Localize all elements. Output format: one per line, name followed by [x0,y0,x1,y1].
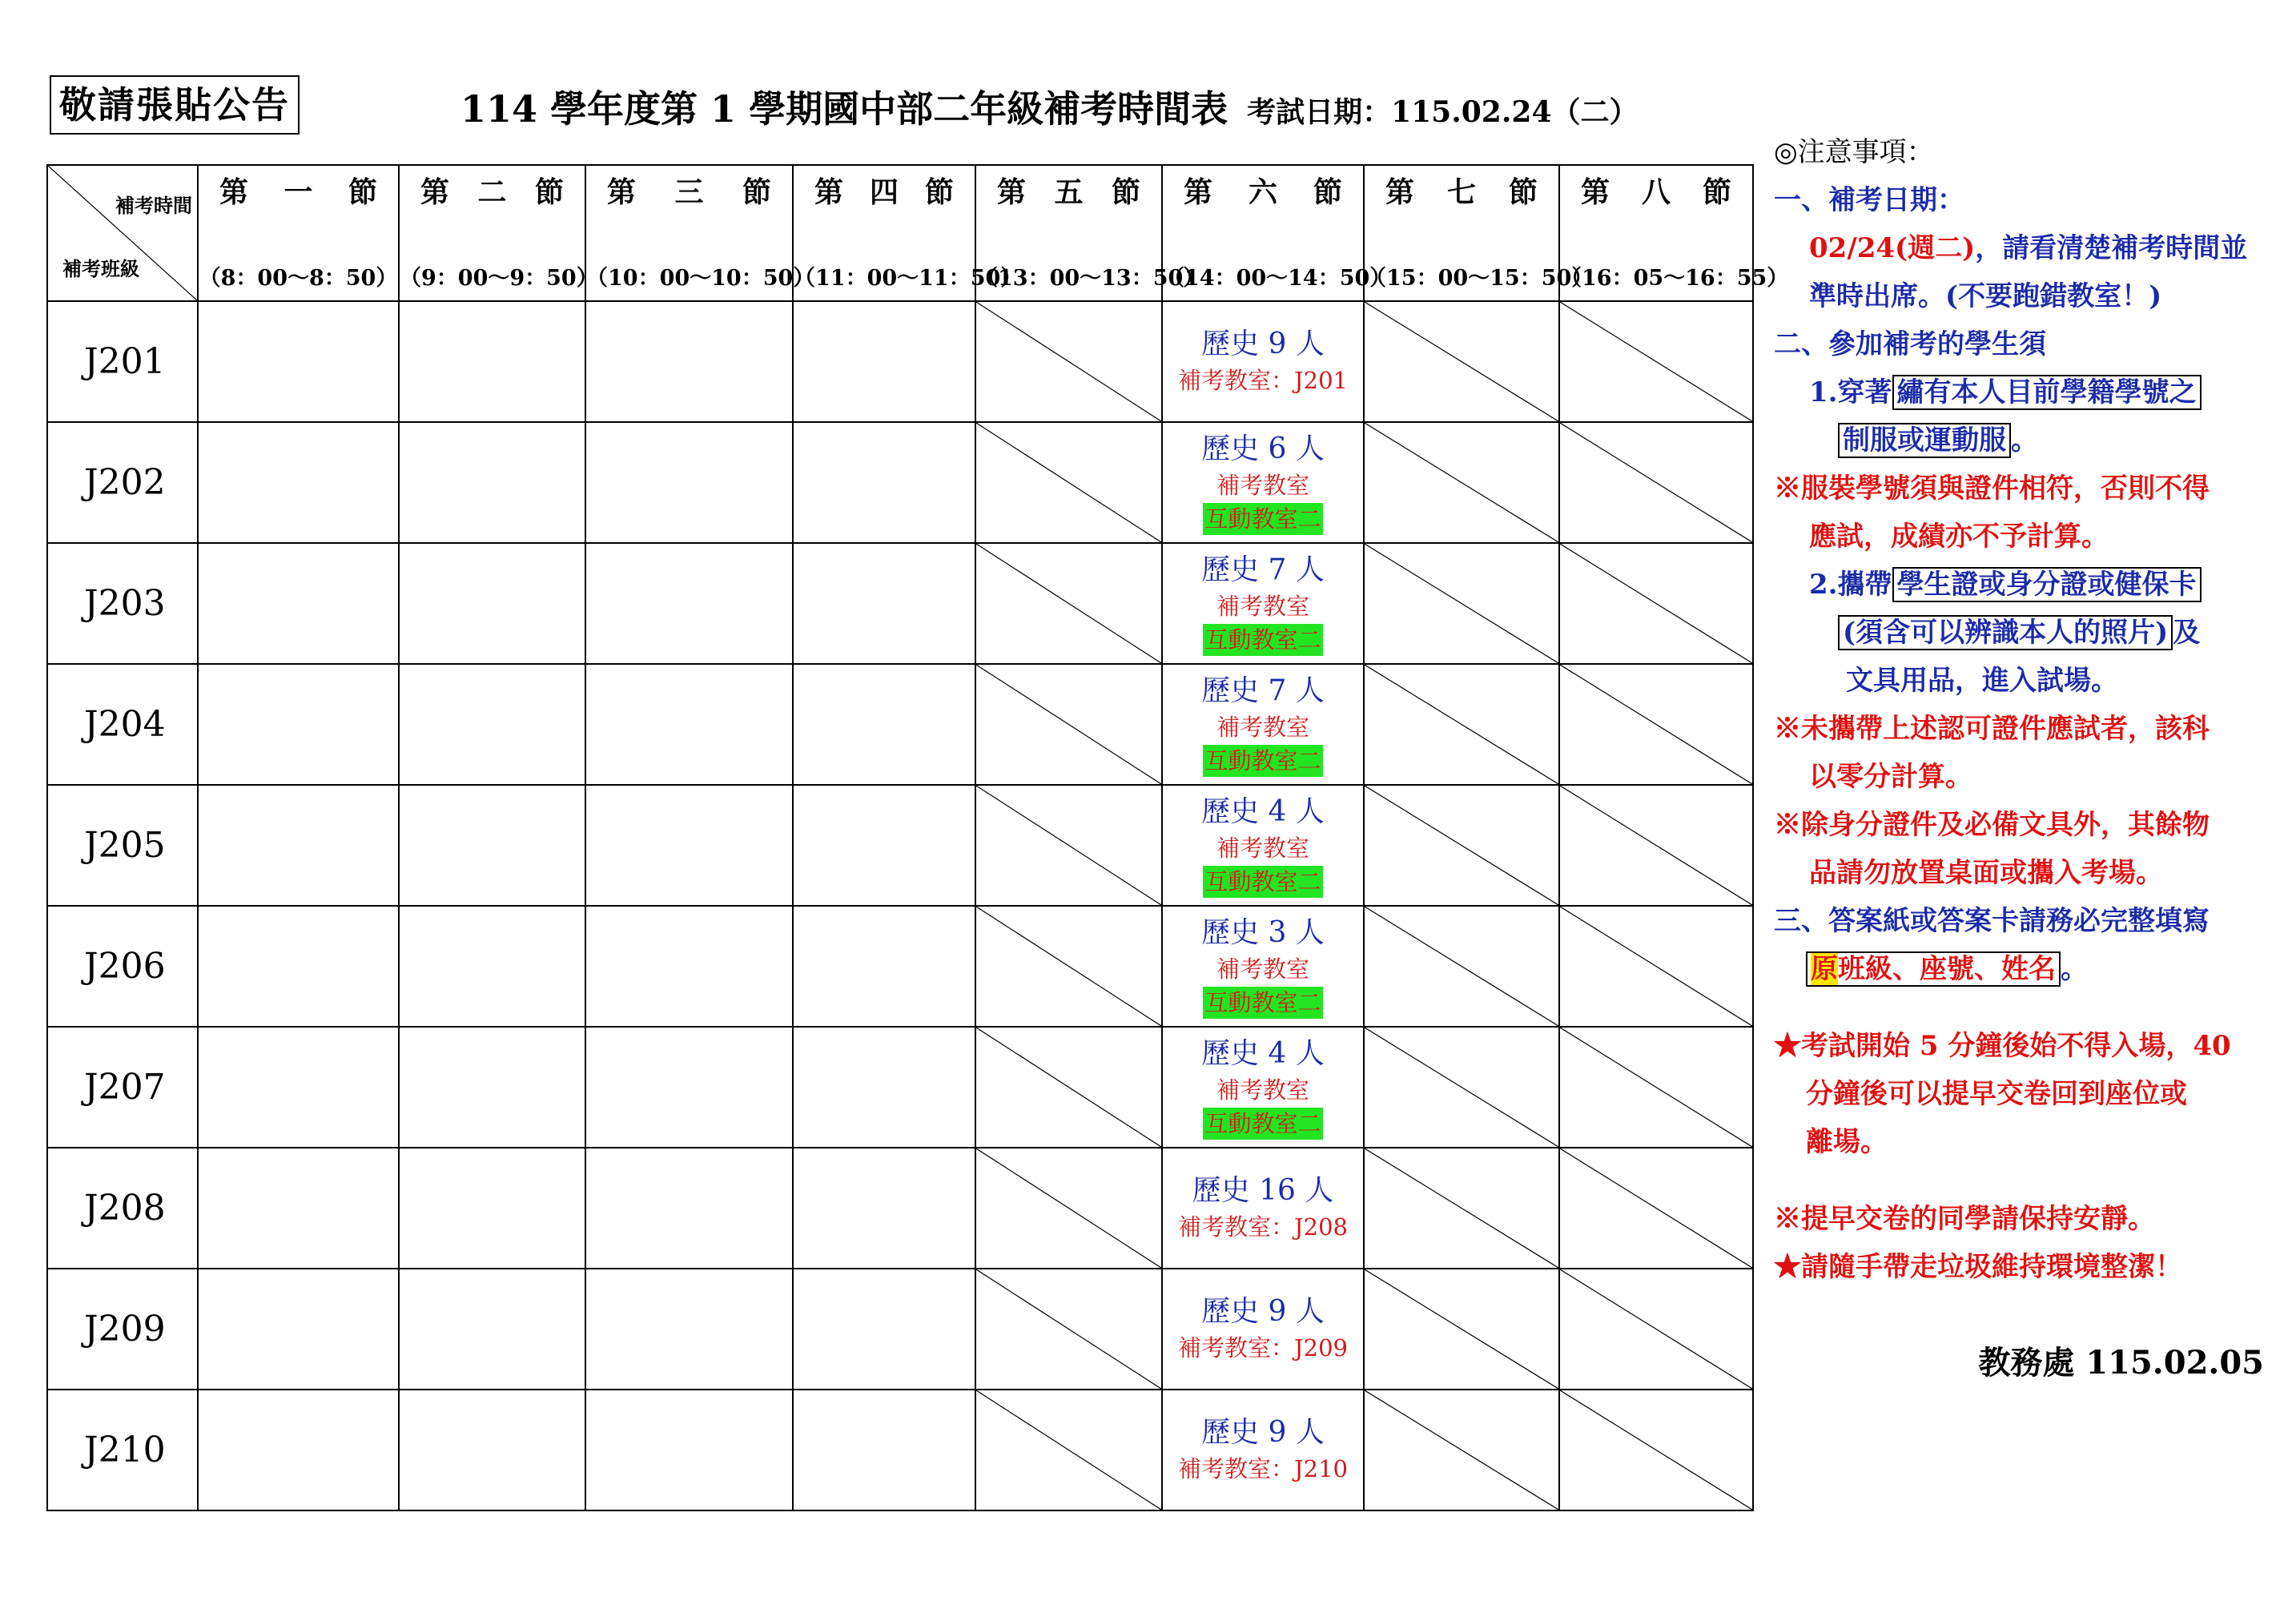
cell-diagonal [976,1390,1161,1510]
cell-diagonal [1365,423,1558,542]
period-name-char: 第 [997,175,1027,209]
cell-diagonal [976,302,1161,421]
notes-s2-item2-line3: 文具用品，進入試場。 [1846,665,2118,697]
notes-s2-item1-prefix: 1.穿著 [1809,376,1892,408]
exam-subject-count: 歷史 3 人 [1201,915,1325,949]
notes-heading: ◎注意事項： [1774,136,1934,168]
empty-cell [399,1390,585,1510]
empty-cell [198,906,399,1027]
cell-diagonal [1560,665,1752,784]
period-name [586,170,792,211]
exam-cell [1162,1269,1364,1390]
period-name-char: 六 [1248,175,1277,209]
cell-diagonal [1560,907,1752,1026]
cell-diagonal [976,544,1161,663]
exam-room: 補考教室：J209 [1178,1333,1348,1362]
notes-warn1-line1: ※服裝學號須與證件相符，否則不得 [1774,473,2210,505]
schedule-body [47,301,1753,1510]
exam-room-highlight: 互動教室二 [1203,1108,1322,1140]
crossed-out-cell [1364,543,1559,664]
crossed-out-cell [975,785,1162,906]
period-name-char: 七 [1446,175,1476,209]
empty-cell [585,301,793,422]
period-time: （15：00～15：50） [1365,266,1594,291]
empty-cell [198,785,399,906]
empty-cell [198,1269,399,1390]
empty-cell [399,1027,585,1148]
period-name-char: 節 [1313,175,1342,209]
exam-room: 補考教室 [1216,713,1309,741]
empty-cell [585,906,793,1027]
notes-s3-box [1806,951,2061,987]
notes-s2-item2-box2: (須含可以辨識本人的照片) [1838,615,2173,650]
exam-room: 補考教室：J201 [1178,366,1348,394]
empty-cell [198,1390,399,1510]
empty-cell [585,543,793,664]
class-label: J210 [47,1390,198,1510]
notes-star1-line1: ★考試開始 5 分鐘後始不得入場，40 [1774,1030,2231,1062]
makeup-exam-schedule-table [46,164,1789,1511]
exam-room-highlight-wrap [1163,987,1363,1019]
empty-cell [399,906,585,1027]
period-time: （13：00～13：50） [976,266,1205,291]
notes-s2-item2-box: 學生證或身分證或健保卡 [1892,567,2202,602]
cell-diagonal [1365,1028,1558,1147]
notes-s2-item1 [1774,368,2286,416]
period-header-6 [1162,165,1392,301]
notes-warn3-line2: 品請勿放置桌面或攜入考場。 [1809,857,2163,889]
table-row [47,301,1753,422]
empty-cell [198,1148,399,1269]
notes-s2-item2-prefix: 2.攜帶 [1809,569,1892,601]
header-row [47,165,1753,301]
cell-diagonal [1560,1269,1752,1389]
notes-s2-item1-cont [1774,416,2286,465]
exam-cell [1162,1390,1364,1510]
period-header-1 [198,165,399,301]
period-name [1365,170,1558,211]
exam-subject-count: 歷史 9 人 [1201,327,1325,360]
period-name-char: 節 [924,175,954,209]
empty-cell [585,785,793,906]
crossed-out-cell [1364,1390,1559,1510]
cell-diagonal [1365,665,1558,784]
exam-cell [1162,543,1364,664]
notes-s2-item1-box2: 制服或運動服 [1838,423,2011,458]
crossed-out-cell [1559,1390,1753,1510]
period-time: （10：00～10：50） [586,266,815,291]
table-row [47,1148,1753,1269]
period-name-char: 第 [1385,175,1415,209]
exam-subject-count: 歷史 9 人 [1201,1415,1325,1449]
period-name-char: 第 [607,175,637,209]
period-name-char: 一 [283,175,313,209]
empty-cell [585,1148,793,1269]
notes-warn3-line1: ※除身分證件及必備文具外，其餘物 [1774,809,2210,841]
empty-cell [198,664,399,785]
notes-s2-item2-cont [1774,609,2286,657]
crossed-out-cell [1364,664,1559,785]
period-name-char: 節 [1111,175,1140,209]
cell-diagonal [976,1269,1161,1389]
period-header-7 [1364,165,1594,301]
notes-panel [1774,128,2286,1291]
page-title [460,80,1639,133]
period-name-char: 節 [534,175,564,209]
empty-cell [793,906,975,1027]
crossed-out-cell [975,543,1162,664]
class-label: J209 [47,1269,198,1390]
notes-s1-date: 02/24(週二) [1809,232,1976,264]
class-label: J207 [47,1027,198,1148]
notes-star2: ★請隨手帶走垃圾維持環境整潔！ [1774,1251,2182,1283]
crossed-out-cell [1559,301,1753,422]
cell-diagonal [1560,302,1752,421]
crossed-out-cell [1364,422,1559,543]
issuer-signature: 教務處 115.02.05 [1978,1344,2264,1382]
exam-subject-count: 歷史 16 人 [1192,1173,1334,1207]
period-name-char: 第 [219,175,249,209]
empty-cell [585,664,793,785]
crossed-out-cell [1364,1027,1559,1148]
period-name-char: 第 [420,175,450,209]
empty-cell [793,543,975,664]
notes-s3-box-text: 班級、座號、姓名 [1838,953,2056,985]
cell-diagonal [1560,1028,1752,1147]
period-name-char: 四 [869,175,899,209]
period-name [794,170,975,211]
empty-cell [399,785,585,906]
notes-s3-line1: 三、答案紙或答案卡請務必完整填寫 [1774,905,2210,937]
cell-diagonal [976,1028,1161,1147]
crossed-out-cell [975,1148,1162,1269]
period-time: （16：05～16：55） [1560,266,1789,291]
exam-room: 補考教室 [1216,592,1309,620]
crossed-out-cell [1364,906,1559,1027]
table-row [47,906,1753,1027]
corner-header-cell [47,165,198,301]
cell-diagonal [1365,1269,1558,1389]
period-name [1163,170,1363,211]
notes-s3-end: 。 [2061,953,2088,985]
empty-cell [793,785,975,906]
empty-cell [793,1027,975,1148]
period-header-8 [1559,165,1789,301]
notes-star1-line2: 分鐘後可以提早交卷回到座位或 [1806,1078,2187,1110]
notes-s1-line1 [1774,224,2286,272]
crossed-out-cell [1559,543,1753,664]
exam-room: 補考教室 [1216,955,1309,983]
cell-diagonal [976,423,1161,542]
period-name-char: 二 [477,175,507,209]
empty-cell [793,664,975,785]
notes-warn2-line1: ※未攜帶上述認可證件應試者，該科 [1774,713,2210,745]
exam-subject-count: 歷史 7 人 [1201,553,1325,586]
crossed-out-cell [1364,301,1559,422]
cell-diagonal [976,665,1161,784]
period-time: （8：00～8：50） [199,266,398,291]
notes-s1-title: 一、補考日期： [1774,184,1964,216]
notes-s2-item2 [1774,561,2286,609]
exam-room: 補考教室 [1216,834,1309,862]
period-name-char: 三 [674,175,704,209]
exam-room-highlight: 互動教室二 [1203,624,1322,656]
period-header-5 [975,165,1205,301]
exam-room: 補考教室：J210 [1178,1454,1348,1482]
cell-diagonal [976,1148,1161,1268]
empty-cell [399,301,585,422]
cell-diagonal [1365,907,1558,1026]
exam-room-highlight-wrap [1163,1108,1363,1140]
exam-cell [1162,785,1364,906]
cell-diagonal [1365,544,1558,663]
period-name-char: 節 [742,175,771,209]
notes-s3-line2 [1774,945,2286,993]
exam-room-highlight-wrap [1163,745,1363,777]
empty-cell [585,1269,793,1390]
exam-room: 補考教室 [1216,1076,1309,1104]
notes-s3-highlight: 原 [1811,953,1838,985]
crossed-out-cell [975,422,1162,543]
cell-diagonal [1560,423,1752,542]
cell-diagonal [1560,544,1752,663]
empty-cell [793,422,975,543]
cell-diagonal [1560,786,1752,905]
period-time: （11：00～11：50） [794,266,1023,291]
notes-s2-item2-end: 及 [2173,617,2201,649]
exam-subject-count: 歷史 7 人 [1201,674,1325,707]
empty-cell [399,1148,585,1269]
notes-s1-line2: 準時出席。(不要跑錯教室！) [1809,280,2162,312]
crossed-out-cell [1364,1269,1559,1390]
period-time: （9：00～9：50） [400,266,598,291]
table-row [47,1390,1753,1510]
cell-diagonal [1365,1148,1558,1268]
empty-cell [793,1148,975,1269]
table-row [47,543,1753,664]
period-name-char: 第 [1581,175,1610,209]
cell-diagonal [976,907,1161,1026]
period-header-4 [793,165,1023,301]
cell-diagonal [976,786,1161,905]
crossed-out-cell [975,1390,1162,1510]
table-row [47,785,1753,906]
period-name [976,170,1161,211]
title-main: 114 學年度第 1 學期國中部二年級補考時間表 [460,87,1228,131]
period-header-3 [585,165,815,301]
crossed-out-cell [975,1269,1162,1390]
crossed-out-cell [1559,422,1753,543]
period-name [1560,170,1752,211]
crossed-out-cell [1559,1269,1753,1390]
class-label: J203 [47,543,198,664]
empty-cell [399,664,585,785]
period-name-char: 節 [1508,175,1538,209]
period-time: （14：00～14：50） [1163,266,1392,291]
empty-cell [399,1269,585,1390]
period-header-2 [399,165,598,301]
empty-cell [198,543,399,664]
crossed-out-cell [975,906,1162,1027]
cell-diagonal [1365,1390,1558,1510]
exam-cell [1162,301,1364,422]
table-row [47,1269,1753,1390]
crossed-out-cell [1559,1027,1753,1148]
period-name [199,170,398,211]
exam-room-highlight: 互動教室二 [1203,987,1322,1019]
notes-star1-line3: 離場。 [1806,1126,1888,1158]
notes-warn4: ※提早交卷的同學請保持安靜。 [1774,1203,2155,1235]
notes-s2-item1-box: 繡有本人目前學籍學號之 [1892,375,2202,410]
crossed-out-cell [1364,785,1559,906]
empty-cell [198,1027,399,1148]
crossed-out-cell [975,664,1162,785]
crossed-out-cell [975,1027,1162,1148]
exam-cell [1162,1027,1364,1148]
exam-cell [1162,664,1364,785]
table-row [47,664,1753,785]
cell-diagonal [1365,302,1558,421]
empty-cell [585,1390,793,1510]
class-label: J202 [47,422,198,543]
crossed-out-cell [975,301,1162,422]
cell-diagonal [1560,1148,1752,1268]
post-notice-tag: 敬請張貼公告 [50,75,300,135]
empty-cell [793,301,975,422]
exam-cell [1162,1148,1364,1269]
empty-cell [399,543,585,664]
class-label: J201 [47,301,198,422]
class-label: J204 [47,664,198,785]
period-name-char: 八 [1641,175,1671,209]
period-name-char: 第 [1184,175,1213,209]
notes-s2-title: 二、參加補考的學生須 [1774,328,2046,360]
table-row [47,1027,1753,1148]
exam-cell [1162,906,1364,1027]
period-name-char: 節 [1702,175,1731,209]
exam-room-highlight: 互動教室二 [1203,866,1322,898]
period-name-char: 節 [348,175,377,209]
notes-warn2-line2: 以零分計算。 [1809,761,1972,793]
crossed-out-cell [1364,1148,1559,1269]
notes-s2-item1-end: 。 [2011,424,2038,457]
exam-room-highlight-wrap [1163,503,1363,535]
crossed-out-cell [1559,1148,1753,1269]
exam-room-highlight-wrap [1163,866,1363,898]
period-name-char: 第 [814,175,844,209]
exam-cell [1162,422,1364,543]
exam-subject-count: 歷史 4 人 [1201,794,1325,828]
corner-label-time: 補考時間 [115,194,192,217]
empty-cell [585,1027,793,1148]
exam-room-highlight-wrap [1163,624,1363,656]
period-name-char: 五 [1054,175,1084,209]
empty-cell [399,422,585,543]
cell-diagonal [1560,1390,1752,1510]
table-row [47,422,1753,543]
corner-label-class: 補考班級 [62,257,139,280]
class-label: J208 [47,1148,198,1269]
crossed-out-cell [1559,906,1753,1027]
crossed-out-cell [1559,785,1753,906]
crossed-out-cell [1559,664,1753,785]
empty-cell [198,422,399,543]
class-label: J206 [47,906,198,1027]
exam-room: 補考教室 [1216,471,1309,499]
exam-subject-count: 歷史 4 人 [1201,1036,1325,1070]
exam-subject-count: 歷史 9 人 [1201,1294,1325,1328]
exam-room-highlight: 互動教室二 [1203,745,1322,777]
empty-cell [585,422,793,543]
class-label: J205 [47,785,198,906]
exam-date: 考試日期：115.02.24（二） [1247,95,1639,129]
cell-diagonal [1365,786,1558,905]
notes-s1-line1-rest: ，請看清楚補考時間並 [1975,232,2248,264]
exam-subject-count: 歷史 6 人 [1201,432,1325,465]
exam-room-highlight: 互動教室二 [1203,503,1322,535]
notes-warn1-line2: 應試，成績亦不予計算。 [1809,521,2109,553]
exam-room: 補考教室：J208 [1178,1213,1348,1241]
empty-cell [198,301,399,422]
period-name [400,170,585,211]
empty-cell [793,1390,975,1510]
empty-cell [793,1269,975,1390]
